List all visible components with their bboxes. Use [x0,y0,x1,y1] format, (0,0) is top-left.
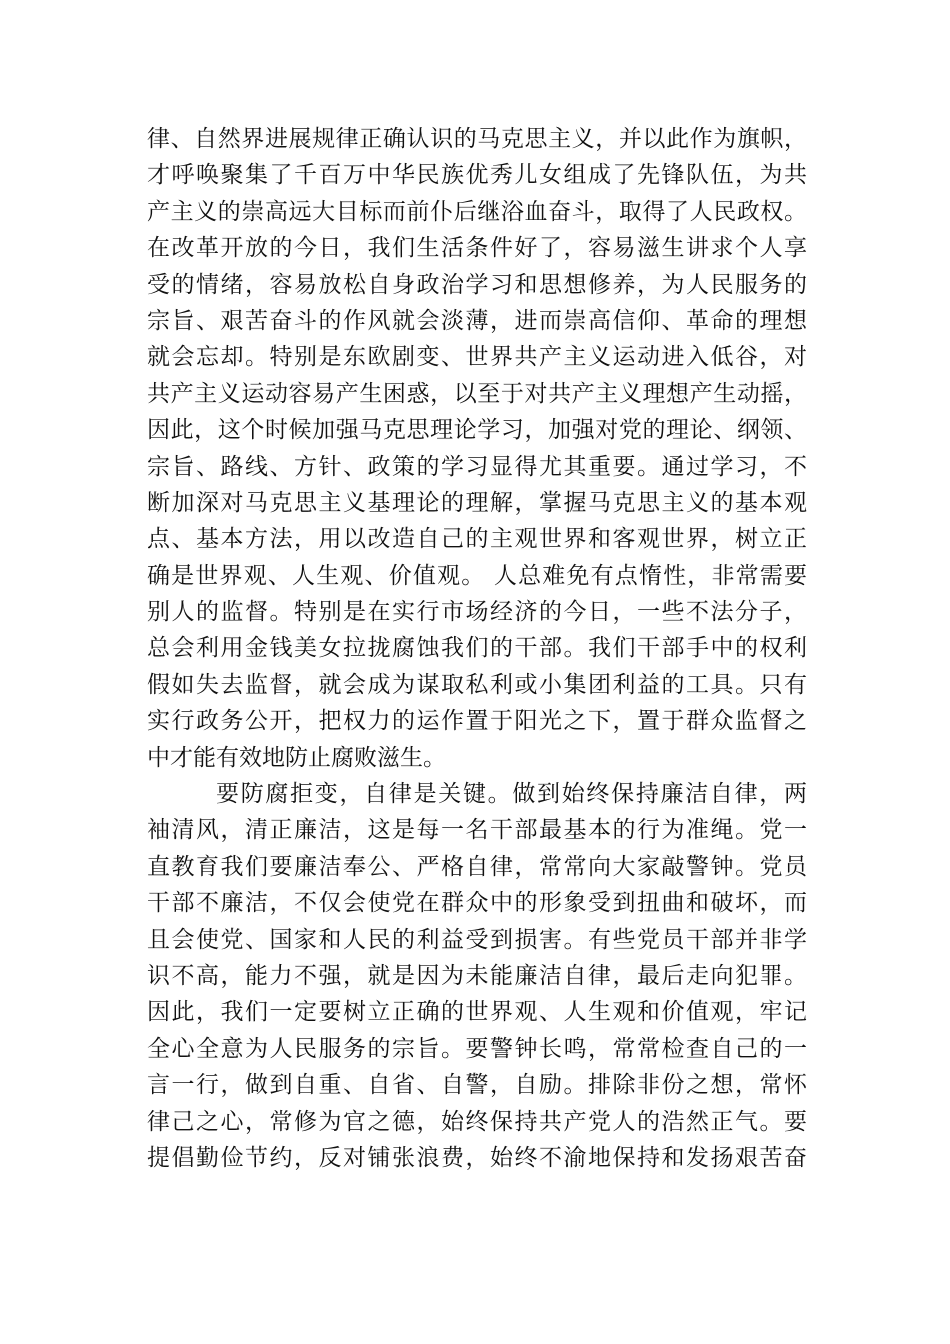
text-line: 才呼唤聚集了千百万中华民族优秀儿女组成了先锋队伍，为共 [147,162,807,189]
text-line: 律、自然界进展规律正确认识的马克思主义，并以此作为旗帜， [147,126,807,152]
text-line: 要防腐拒变，自律是关键。做到始终保持廉洁自律，两 [216,781,807,808]
text-line: 袖清风，清正廉洁，这是每一名干部最基本的行为准绳。党一 [147,817,807,844]
body-text [147,121,807,1176]
text-line: 假如失去监督，就会成为谋取私利或小集团利益的工具。只有 [147,671,807,698]
text-line: 断加深对马克思主义基理论的理解，掌握马克思主义的基本观 [147,489,807,516]
text-line: 提倡勤俭节约，反对铺张浪费，始终不渝地保持和发扬艰苦奋 [147,1144,807,1171]
text-line: 干部不廉洁，不仅会使党在群众中的形象受到扭曲和破坏，而 [147,890,807,917]
text-line: 就会忘却。特别是东欧剧变、世界共产主义运动进入低谷，对 [147,344,807,371]
text-line: 中才能有效地防止腐败滋生。 [147,744,446,771]
paragraph-1 [147,121,807,776]
text-line: 且会使党、国家和人民的利益受到损害。有些党员干部并非学 [147,926,807,953]
text-line: 别人的监督。特别是在实行市场经济的今日，一些不法分子， [147,599,807,626]
text-line: 点、基本方法，用以改造自己的主观世界和客观世界，树立正 [147,526,807,553]
text-line: 因此，我们一定要树立正确的世界观、人生观和价值观，牢记 [147,999,807,1026]
text-line: 宗旨、路线、方针、政策的学习显得尤其重要。通过学习，不 [147,453,807,480]
text-line: 全心全意为人民服务的宗旨。要警钟长鸣，常常检查自己的一 [147,1035,807,1062]
text-line: 实行政务公开，把权力的运作置于阳光之下，置于群众监督之 [147,708,807,735]
text-line: 因此，这个时候加强马克思理论学习，加强对党的理论、纲领、 [147,417,807,444]
text-line: 宗旨、艰苦奋斗的作风就会淡薄，进而崇高信仰、革命的理想 [147,307,807,334]
text-line: 产主义的崇高远大目标而前仆后继浴血奋斗，取得了人民政权。 [147,198,807,225]
text-line: 受的情绪，容易放松自身政治学习和思想修养，为人民服务的 [147,271,807,298]
text-line: 共产主义运动容易产生困惑，以至于对共产主义理想产生动摇， [147,380,807,407]
text-line: 总会利用金钱美女拉拢腐蚀我们的干部。我们干部手中的权利 [147,635,807,662]
text-line: 确是世界观、人生观、价值观。 人总难免有点惰性，非常需要 [147,562,807,589]
text-line: 在改革开放的今日，我们生活条件好了，容易滋生讲求个人享 [147,235,807,262]
text-line: 识不高，能力不强，就是因为未能廉洁自律，最后走向犯罪。 [147,962,807,989]
text-line: 言一行，做到自重、自省、自警，自励。排除非份之想，常怀 [147,1072,807,1099]
text-line: 直教育我们要廉洁奉公、严格自律，常常向大家敲警钟。党员 [147,853,807,880]
paragraph-2 [147,776,807,1176]
text-line: 律己之心，常修为官之德，始终保持共产党人的浩然正气。要 [147,1108,807,1135]
